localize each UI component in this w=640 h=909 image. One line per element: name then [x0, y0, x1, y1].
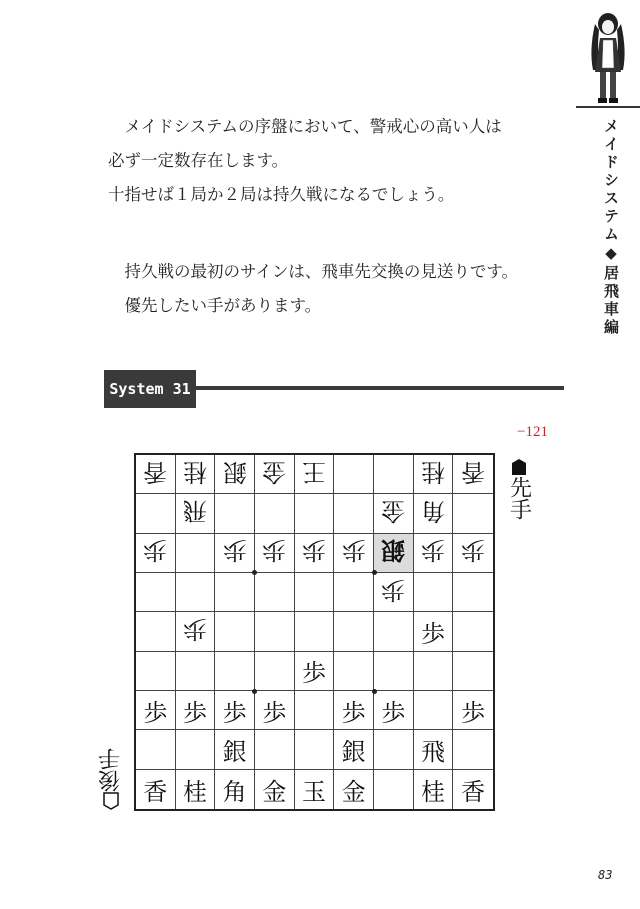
- board-square: [374, 730, 414, 769]
- board-square: [334, 534, 374, 573]
- board-square: [176, 494, 216, 533]
- sente-piece: 金: [262, 777, 287, 806]
- gote-piece: 王: [301, 457, 326, 486]
- sente-piece: 桂: [182, 777, 207, 806]
- board-square: [215, 652, 255, 691]
- gote-piece: 桂: [420, 457, 445, 486]
- sente-piece: 歩: [341, 698, 366, 727]
- board-square: [176, 573, 216, 612]
- sente-piece: 飛: [420, 737, 445, 766]
- sente-piece: 歩: [381, 698, 406, 727]
- board-square: [453, 612, 493, 651]
- gote-piece: 歩: [143, 536, 168, 565]
- board-square: [295, 691, 335, 730]
- sente-hand: [506, 458, 532, 520]
- board-square: [215, 455, 255, 494]
- gote-piece: 歩: [222, 536, 247, 565]
- board-square: [453, 652, 493, 691]
- board-square: [136, 612, 176, 651]
- board-square: [374, 455, 414, 494]
- sente-piece: 歩: [262, 698, 287, 727]
- sente-label: 先手: [506, 476, 532, 520]
- sente-piece: 角: [222, 777, 247, 806]
- board-square: [176, 534, 216, 573]
- board-square: [295, 612, 335, 651]
- board-square: [136, 691, 176, 730]
- board-square: [215, 612, 255, 651]
- paragraph-line: メイドシステムの序盤において、警戒心の高い人は: [108, 117, 502, 136]
- board-square: [334, 494, 374, 533]
- board-square: [295, 652, 335, 691]
- board-square: [255, 494, 295, 533]
- sente-piece: 歩: [182, 698, 207, 727]
- board-square: [453, 534, 493, 573]
- gote-piece: 香: [143, 457, 168, 486]
- board-square: [453, 494, 493, 533]
- board-square: [255, 652, 295, 691]
- board-square: [215, 573, 255, 612]
- board-square: [136, 652, 176, 691]
- board-square: [374, 494, 414, 533]
- sente-piece: 歩: [420, 619, 445, 648]
- sente-piece: 銀: [341, 737, 366, 766]
- star-point: [372, 570, 377, 575]
- system-rule: [196, 386, 564, 390]
- page-number: 83: [598, 868, 613, 882]
- gote-hand: [98, 740, 124, 810]
- board-square: [176, 652, 216, 691]
- board-square: [215, 534, 255, 573]
- board-square: [295, 494, 335, 533]
- sente-piece: 桂: [420, 777, 445, 806]
- gote-piece: 歩: [301, 536, 326, 565]
- paragraph-line: 優先したい手があります。: [108, 296, 322, 315]
- board-square: [255, 573, 295, 612]
- evaluation-score: −121: [517, 424, 548, 440]
- board-square: [334, 730, 374, 769]
- board-square: [453, 730, 493, 769]
- board-square: [374, 573, 414, 612]
- sente-piece: 歩: [461, 698, 486, 727]
- board-square: [453, 455, 493, 494]
- gote-piece: 歩: [461, 536, 486, 565]
- sente-piece: 歩: [301, 659, 326, 688]
- board-square: [453, 691, 493, 730]
- board-square: [255, 770, 295, 809]
- board-square: [255, 534, 295, 573]
- board-square: [374, 691, 414, 730]
- gote-piece: 角: [420, 496, 445, 525]
- gote-piece: 歩: [262, 536, 287, 565]
- shogi-board: [134, 453, 495, 811]
- board-square: [374, 770, 414, 809]
- gote-piece: 歩: [381, 575, 406, 604]
- board-square: [215, 691, 255, 730]
- system-label: System 31: [104, 370, 196, 408]
- board-square: [136, 573, 176, 612]
- board-square: [295, 534, 335, 573]
- board-square: [295, 455, 335, 494]
- paragraph-line: 必ず一定数存在します。: [108, 151, 289, 170]
- board-square: [334, 770, 374, 809]
- board-square: [414, 730, 454, 769]
- star-point: [252, 570, 257, 575]
- board-square: [136, 494, 176, 533]
- sente-piece: 香: [461, 777, 486, 806]
- paragraph-line: 十指せば１局か２局は持久戦になるでしょう。: [108, 185, 455, 204]
- board-square: [295, 730, 335, 769]
- gote-piece: 歩: [182, 614, 207, 643]
- board-square: [255, 612, 295, 651]
- chapter-title: メイドシステム◆居飛車編: [602, 118, 620, 337]
- side-rule: [576, 106, 640, 108]
- gote-piece: 飛: [182, 496, 207, 525]
- gote-piece: 金: [262, 457, 287, 486]
- paragraph-2: [108, 255, 578, 323]
- board-square: [414, 534, 454, 573]
- board-square: [374, 534, 414, 573]
- board-square: [374, 612, 414, 651]
- gote-label: 後手: [98, 748, 124, 792]
- board-square: [215, 730, 255, 769]
- board-square: [453, 573, 493, 612]
- board-square: [136, 770, 176, 809]
- board-square: [255, 691, 295, 730]
- board-square: [176, 455, 216, 494]
- paragraph-line: 持久戦の最初のサインは、飛車先交換の見送りです。: [108, 262, 519, 281]
- board-square: [136, 455, 176, 494]
- board-square: [136, 730, 176, 769]
- paragraph-1: [108, 110, 578, 212]
- board-square: [414, 573, 454, 612]
- gote-piece: 香: [461, 457, 486, 486]
- gote-pentagon-icon: [103, 792, 119, 810]
- board-square: [334, 573, 374, 612]
- sente-piece: 玉: [301, 777, 326, 806]
- board-square: [414, 770, 454, 809]
- gote-piece: 桂: [182, 457, 207, 486]
- board-square: [295, 770, 335, 809]
- board-square: [176, 770, 216, 809]
- board-square: [176, 730, 216, 769]
- board-square: [414, 691, 454, 730]
- board-square: [255, 730, 295, 769]
- sente-piece: 歩: [222, 698, 247, 727]
- board-square: [215, 770, 255, 809]
- board-square: [176, 612, 216, 651]
- maid-avatar-illustration: [583, 10, 633, 106]
- board-square: [334, 652, 374, 691]
- sente-pentagon-icon: [511, 458, 527, 476]
- board-square: [414, 455, 454, 494]
- sente-piece: 香: [143, 777, 168, 806]
- gote-piece: 銀: [381, 536, 406, 566]
- gote-piece: 金: [381, 496, 406, 525]
- gote-piece: 銀: [222, 457, 247, 486]
- sente-piece: 歩: [143, 698, 168, 727]
- board-square: [453, 770, 493, 809]
- board-square: [414, 612, 454, 651]
- board-square: [334, 612, 374, 651]
- sente-piece: 銀: [222, 737, 247, 766]
- board-square: [334, 691, 374, 730]
- sente-piece: 金: [341, 777, 366, 806]
- board-square: [334, 455, 374, 494]
- gote-piece: 歩: [420, 536, 445, 565]
- star-point: [252, 689, 257, 694]
- board-square: [136, 534, 176, 573]
- gote-piece: 歩: [341, 536, 366, 565]
- board-square: [374, 652, 414, 691]
- board-square: [414, 494, 454, 533]
- board-square: [414, 652, 454, 691]
- board-square: [176, 691, 216, 730]
- board-square: [295, 573, 335, 612]
- board-square: [255, 455, 295, 494]
- board-square: [215, 494, 255, 533]
